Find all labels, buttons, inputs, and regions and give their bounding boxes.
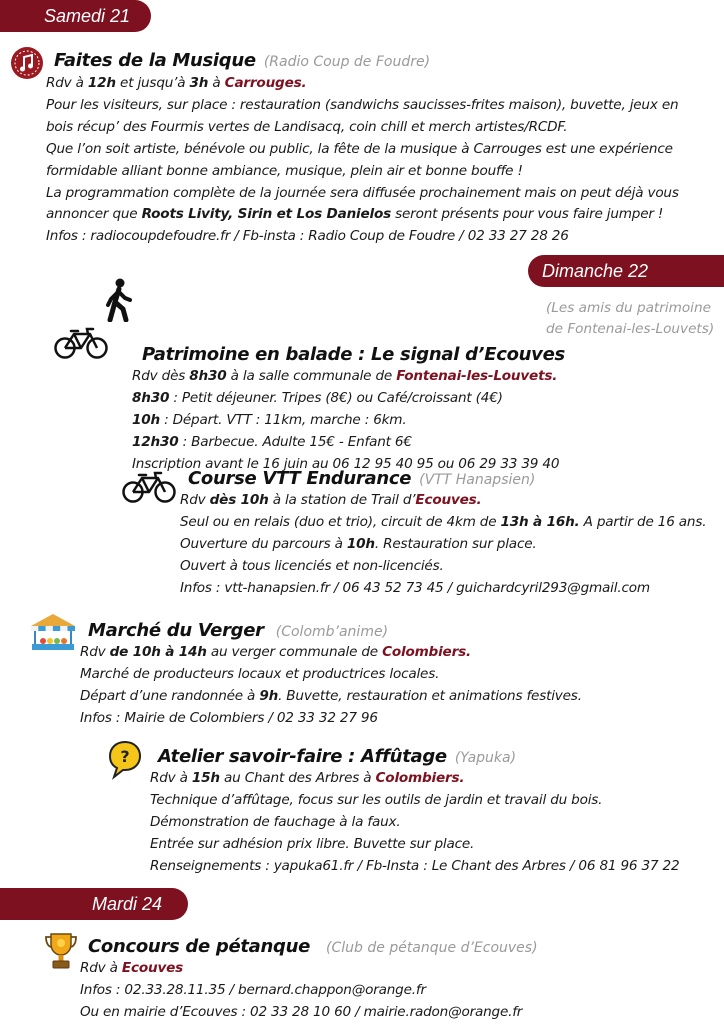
event-info-line: Infos : Mairie de Colombiers / 02 33 32 27 96 — [80, 709, 378, 726]
event-place: Carrouges. — [224, 75, 307, 91]
event-rdv-line: Rdv dès 8h30 à la salle communale de Fontenai-les-Louvets. — [132, 368, 558, 384]
event-info-line: Infos : radiocoupdefoudre.fr / Fb-insta : Radio Coup de Foudre / 02 33 27 28 26 — [46, 228, 569, 245]
question-bubble-icon — [108, 740, 142, 780]
event-rdv-line: Rdv à 15h au Chant des Arbres à Colombiers. — [150, 770, 465, 786]
event-fete-musique — [46, 50, 679, 248]
event-rdv-line: Rdv de 10h à 14h au verger communale de Colombiers. — [80, 644, 471, 660]
walking-person-icon — [104, 278, 134, 322]
day-label: Dimanche 22 — [542, 260, 649, 281]
event-patrimoine — [132, 344, 565, 476]
day-banner-saturday — [0, 0, 151, 32]
day-label: Mardi 24 — [92, 893, 163, 914]
event-title: Course VTT Endurance — [188, 468, 412, 489]
event-schedule-line: 10h : Départ. VTT : 11km, marche : 6km. — [132, 411, 407, 428]
event-info-line: Renseignements : yapuka61.fr / Fb-Insta : Le Chant des Arbres / 06 81 96 37 22 — [150, 857, 680, 874]
event-desc-line: Démonstration de fauchage à la faux. — [150, 813, 401, 830]
event-marche-verger — [80, 620, 582, 730]
event-rdv-line: Rdv dès 10h à la station de Trail d’Ecouves. — [180, 492, 482, 508]
day-label: Samedi 21 — [44, 5, 131, 26]
event-desc-line: Départ d’une randonnée à 9h. Buvette, restauration et animations festives. — [80, 687, 582, 704]
event-desc-line: Marché de producteurs locaux et productrices locales. — [80, 665, 440, 682]
event-schedule-line: 12h30 : Barbecue. Adulte 15€ - Enfant 6€ — [132, 433, 412, 450]
event-info-line: Inscription avant le 16 juin au 06 12 95 40 95 ou 06 29 33 39 40 — [132, 455, 560, 472]
event-info-line: Infos : 02.33.28.11.35 / bernard.chappon@orange.fr — [80, 981, 426, 998]
event-title: Faites de la Musique — [54, 50, 256, 71]
event-title: Marché du Verger — [88, 620, 264, 641]
event-organizer: (Colomb’anime) — [275, 624, 389, 640]
event-title: Concours de pétanque — [88, 936, 311, 957]
event-place: Ecouves — [121, 960, 184, 976]
event-desc-line: La programmation complète de la journée sera diffusée prochainement mais on peut déjà vous — [46, 184, 679, 201]
music-note-icon — [10, 46, 44, 80]
event-desc-line: Seul ou en relais (duo et trio), circuit de 4km de 13h à 16h. A partir de 16 ans. — [180, 513, 707, 530]
event-place: Fontenai-les-Louvets. — [396, 368, 558, 384]
event-petanque — [80, 936, 538, 1024]
event-desc-line: Entrée sur adhésion prix libre. Buvette sur place. — [150, 835, 475, 852]
event-atelier-affutage — [150, 746, 679, 878]
event-course-vtt — [180, 468, 706, 600]
market-stall-icon — [28, 612, 78, 654]
event-desc-line: Ouvert à tous licenciés et non-licenciés. — [180, 557, 444, 574]
day-banner-tuesday — [0, 888, 188, 920]
event-desc-line: Technique d’affûtage, focus sur les outils de jardin et travail du bois. — [150, 791, 603, 808]
bicycle-icon — [54, 326, 108, 360]
event-desc-line: Pour les visiteurs, sur place : restauration (sandwichs saucisses-frites maison), buvette, jeux en — [46, 96, 679, 113]
event-rdv-line: Rdv à 12h et jusqu’à 3h à Carrouges. — [46, 75, 307, 91]
event-organizer: (Yapuka) — [454, 750, 517, 766]
event-organizer: (VTT Hanapsien) — [419, 472, 536, 488]
svg-text:?: ? — [120, 747, 130, 766]
day-banner-sunday — [528, 255, 724, 287]
event-desc-line: annoncer que Roots Livity, Sirin et Los Danielos seront présents pour vous faire jumper ! — [46, 206, 664, 223]
event-desc-line: formidable alliant bonne ambiance, musique, plein air et bonne bouffe ! — [46, 162, 523, 179]
event-desc-line: bois récup’ des Fourmis vertes de Landisacq, coin chill et merch artistes/RCDF. — [46, 118, 568, 135]
event-place: Ecouves. — [415, 492, 482, 508]
event-title: Patrimoine en balade : Le signal d’Ecouves — [142, 344, 565, 365]
event-rdv-line: Rdv à Ecouves — [80, 960, 184, 976]
event-title: Atelier savoir-faire : Affûtage — [158, 746, 447, 767]
event-desc-line: Que l’on soit artiste, bénévole ou public, la fête de la musique à Carrouges est une expérience — [46, 140, 673, 157]
event-place: Colombiers. — [375, 770, 465, 786]
bicycle-icon — [122, 470, 176, 504]
event-schedule-line: 8h30 : Petit déjeuner. Tripes (8€) ou Café/croissant (4€) — [132, 389, 503, 406]
trophy-icon — [44, 930, 78, 970]
event-place: Colombiers. — [382, 644, 471, 660]
event-organizer: (Club de pétanque d’Ecouves) — [326, 940, 538, 956]
event-desc-line: Ouverture du parcours à 10h. Restauration sur place. — [180, 535, 537, 552]
event-organizer: (Radio Coup de Foudre) — [263, 54, 431, 70]
event-info-line: Infos : vtt-hanapsien.fr / 06 43 52 73 45 / guichardcyril293@gmail.com — [180, 579, 650, 596]
event-info-line: Ou en mairie d’Ecouves : 02 33 28 10 60 / mairie.radon@orange.fr — [80, 1003, 523, 1020]
event-organizer: (Les amis du patrimoine de Fontenai-les-Louvets) — [546, 300, 715, 337]
